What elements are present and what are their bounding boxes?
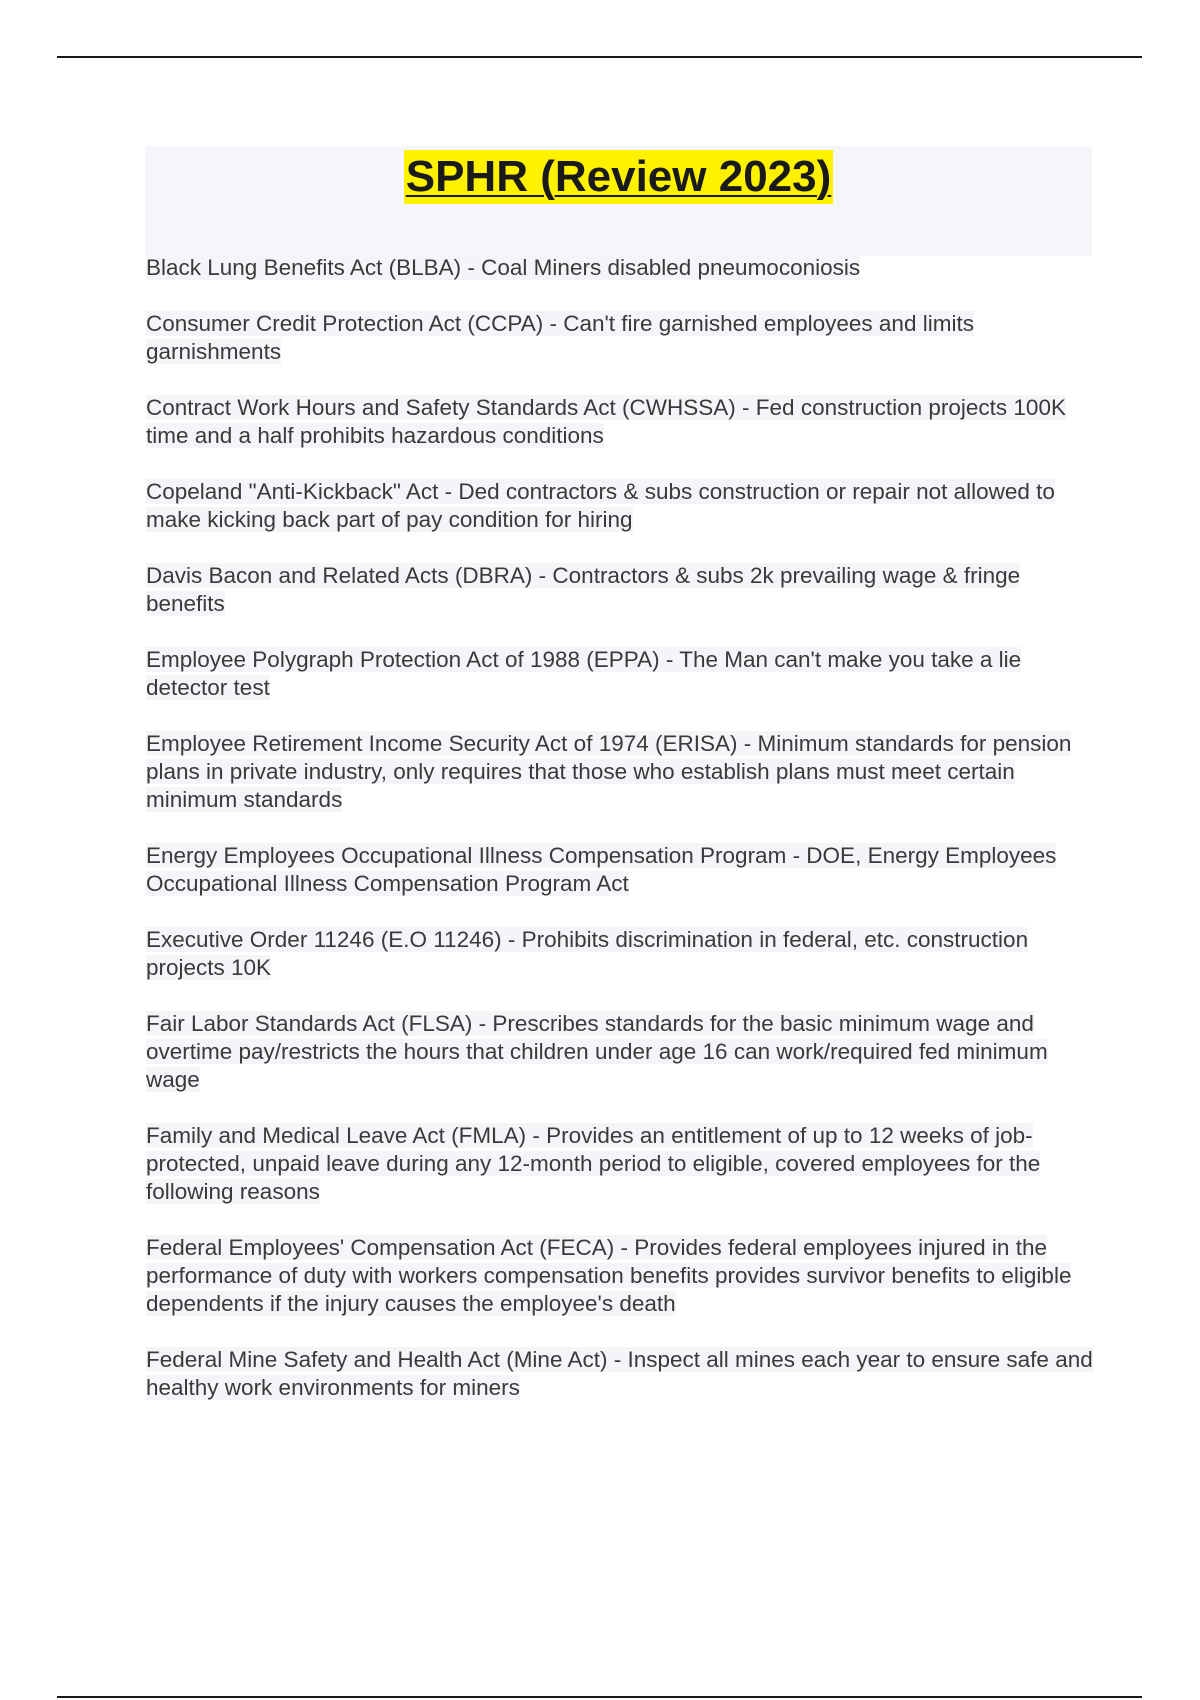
entry-text: Federal Employees' Compensation Act (FECA) - Provides federal employees injured in the performance of duty with workers compensation benefits provides survivor benefits to eligible dependents if the injury causes the employee's death: [146, 1235, 1072, 1316]
list-item: [146, 926, 1096, 982]
entry-text: Energy Employees Occupational Illness Compensation Program - DOE, Energy Employees Occupational Illness Compensation Program Act: [146, 843, 1057, 896]
entry-text: Davis Bacon and Related Acts (DBRA) - Contractors & subs 2k prevailing wage & fringe benefits: [146, 563, 1021, 616]
list-item: [146, 310, 1096, 366]
list-item: [146, 646, 1096, 702]
title-banner: [145, 146, 1092, 256]
list-item: [146, 394, 1096, 450]
page-title: [145, 150, 1092, 204]
entry-text: Executive Order 11246 (E.O 11246) - Prohibits discrimination in federal, etc. construction projects 10K: [146, 927, 1029, 980]
bottom-rule: [57, 1696, 1142, 1698]
list-item: [146, 1346, 1096, 1402]
entry-text: Employee Retirement Income Security Act of 1974 (ERISA) - Minimum standards for pension plans in private industry, only requires that those who establish plans must meet certain minimum standards: [146, 731, 1072, 812]
entry-text: Family and Medical Leave Act (FMLA) - Provides an entitlement of up to 12 weeks of job-protected, unpaid leave during any 12-month period to eligible, covered employees for the following reasons: [146, 1123, 1041, 1204]
entry-text: Employee Polygraph Protection Act of 1988 (EPPA) - The Man can't make you take a lie detector test: [146, 647, 1022, 700]
list-item: [146, 478, 1096, 534]
top-rule: [57, 56, 1142, 58]
entry-text: Federal Mine Safety and Health Act (Mine Act) - Inspect all mines each year to ensure safe and healthy work environments for miners: [146, 1347, 1093, 1400]
list-item: [146, 730, 1096, 814]
list-item: [146, 1010, 1096, 1094]
entry-text: Copeland "Anti-Kickback" Act - Ded contractors & subs construction or repair not allowed to make kicking back part of pay condition for hiring: [146, 479, 1055, 532]
page-title-text: SPHR (Review 2023): [404, 150, 834, 204]
entry-text: Contract Work Hours and Safety Standards Act (CWHSSA) - Fed construction projects 100K time and a half prohibits hazardous conditions: [146, 395, 1066, 448]
list-item: [146, 1122, 1096, 1206]
entry-text: Black Lung Benefits Act (BLBA) - Coal Miners disabled pneumoconiosis: [146, 255, 861, 280]
entry-text: Consumer Credit Protection Act (CCPA) - Can't fire garnished employees and limits garnishments: [146, 311, 974, 364]
entry-text: Fair Labor Standards Act (FLSA) - Prescribes standards for the basic minimum wage and overtime pay/restricts the hours that children under age 16 can work/required fed minimum wage: [146, 1011, 1048, 1092]
entry-list: [146, 254, 1096, 1430]
list-item: [146, 842, 1096, 898]
list-item: [146, 254, 1096, 282]
list-item: [146, 562, 1096, 618]
list-item: [146, 1234, 1096, 1318]
